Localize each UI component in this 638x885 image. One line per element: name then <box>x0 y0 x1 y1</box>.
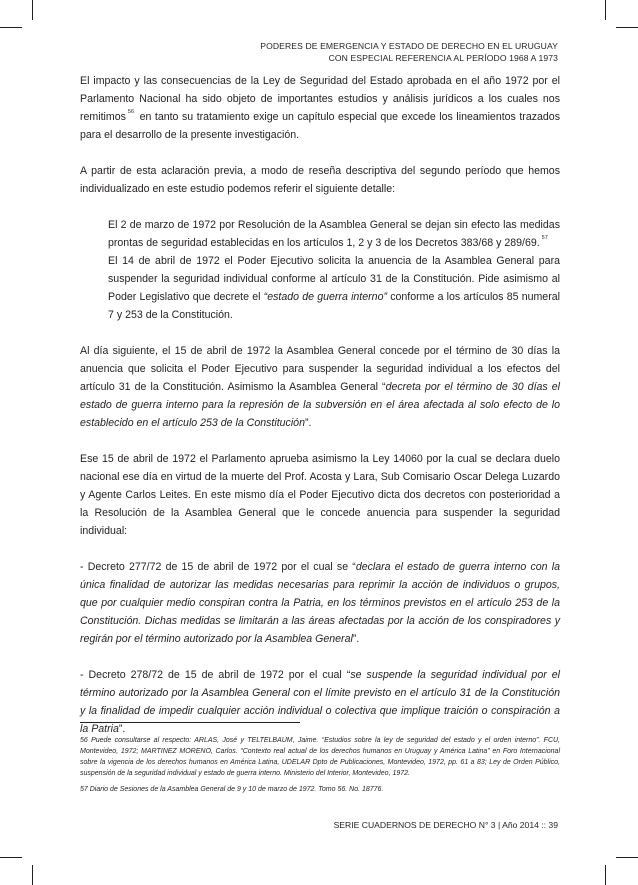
quote-item-1: El 2 de marzo de 1972 por Resolución de la Asamblea General se dejan sin efecto las medidas prontas de seguridad establecidas en los artículos 1, 2 y 3 de los Decretos 383/68 y 289/69. $^{57}$ <box>108 219 560 249</box>
footnote-56: 56 Puede consultarse al respecto: ARLAS, José y TELTELBAUM, Jaime. “Estudios sobre la ley de seguridad del estado y el orden interno”. FCU, Montevideo, 1972; MARTINEZ MORENO, Carlos. “Contexto real actual de los derechos humanos en Uruguay y América Latina” en Foro Internacional sobre la vigencia de los derechos humanos en América Latina, UDELAR Dpto de Publicaciones, Montevideo, 1972, pp. 61 a 83; Ley de Orden Público, suspensión de la seguridad individual y estado de guerra interno. Ministerio del Interior, Montevideo, 1972. <box>80 737 560 777</box>
footnote-ref-57[interactable]: 57 <box>541 235 548 241</box>
paragraph-1: El impacto y las consecuencias de la Ley de Seguridad del Estado aprobada en el año 1972 por el Parlamento Nacional ha sido objeto de importantes estudios y análisis jurídicos a los cuales nos remitimos $^{56}$ en tanto su tratamiento exige un capítulo especial que excede los lineamientos trazados para el desarrollo de la presente investigación. <box>80 75 560 141</box>
crop-mark <box>616 857 638 858</box>
crop-mark <box>605 865 606 885</box>
crop-mark <box>0 857 22 858</box>
header-line-2: CON ESPECIAL REFERENCIA AL PERÍODO 1968 A 1973 <box>328 53 558 63</box>
footnotes <box>80 735 560 800</box>
paragraph-2: A partir de esta aclaración previa, a modo de reseña descriptiva del segundo período que hemos individualizado en este estudio podemos referir el siguiente detalle: <box>80 165 560 195</box>
footnote-ref-56[interactable]: 56 <box>127 109 135 115</box>
crop-mark <box>616 27 638 28</box>
footnote-57: 57 Diario de Sesiones de la Asamblea General de 9 y 10 de marzo de 1972. Tomo 56. No. 18776. <box>80 786 384 793</box>
header-line-1: PODERES DE EMERGENCIA Y ESTADO DE DERECHO EN EL URUGUAY <box>260 41 558 51</box>
running-header <box>260 40 558 64</box>
paragraph-3: Al día siguiente, el 15 de abril de 1972 la Asamblea General concede por el término de 30 días la anuencia que solicita el Poder Ejecutivo para suspender la seguridad individual a los efectos del artículo 31 de la Constitución. Asimismo la Asamblea General “decreta por el término de 30 días el estado de guerra interno para la represión de la subversión en el área afectada al solo efecto de lo establecido en el artículo 253 de la Constitución”. <box>80 345 560 429</box>
crop-mark <box>32 865 33 885</box>
crop-mark <box>605 0 606 20</box>
paragraph-decree-277: - Decreto 277/72 de 15 de abril de 1972 por el cual se “declara el estado de guerra interno con la única finalidad de autorizar las medidas necesarias para reprimir la acción de individuos o grupos, que por cualquier medio conspiran contra la Patria, en los términos previstos en el artículo 253 de la Constitución. Dichas medidas se limitarán a las áreas afectadas por la acción de los conspiradores y regirán por el término autorizado por la Asamblea General”. <box>80 561 560 645</box>
paragraph-4: Ese 15 de abril de 1972 el Parlamento aprueba asimismo la Ley 14060 por la cual se declara duelo nacional ese día en virtud de la muerte del Prof. Acosta y Lara, Sub Comisario Oscar Delega Luzardo y Agente Carlos Leites. En este mismo día el Poder Ejecutivo dicta dos decretos con posterioridad a la Resolución de la Asamblea General que le concede anuencia para suspender la seguridad individual: <box>80 453 560 537</box>
quote-item-2: El 14 de abril de 1972 el Poder Ejecutivo solicita la anuencia de la Asamblea General para suspender la seguridad individual conforme al artículo 31 de la Constitución. Pide asimismo al Poder Legislativo que decrete el “estado de guerra interno” conforme a los artículos 85 numeral 7 y 253 de la Constitución. <box>108 255 560 321</box>
page-footer: SERIE CUADERNOS DE DERECHO N° 3 | Año 2014 :: 39 <box>333 820 558 830</box>
crop-mark <box>32 0 33 20</box>
crop-mark <box>0 27 22 28</box>
main-text <box>80 72 560 738</box>
footnote-divider <box>80 722 300 723</box>
paragraph-decree-278: - Decreto 278/72 de 15 de abril de 1972 por el cual “se suspende la seguridad individual por el término autorizado por la Asamblea General con el límite previsto en el artículo 31 de la Constitución y la finalidad de impedir cualquier acción individual o colectiva que implique traición o conspiración a la Patria”. <box>80 669 560 735</box>
